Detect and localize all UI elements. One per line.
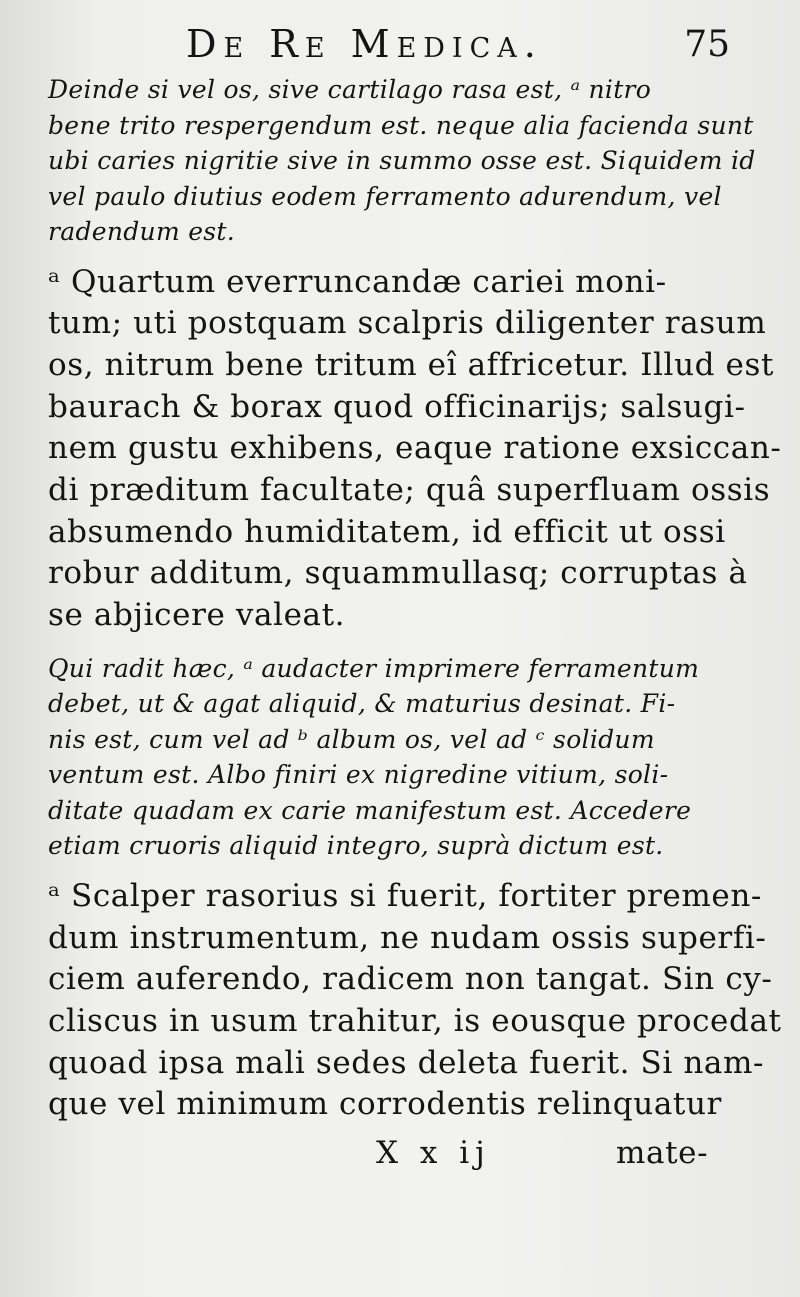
text-line: quoad ipsa mali sedes deleta fuerit. Si nam-: [48, 1044, 765, 1081]
text-line: tum; uti postquam scalpris diligenter rasum: [48, 305, 767, 342]
text-line: ᵃ Scalper rasorius si fuerit, fortiter premen-: [48, 877, 762, 914]
signature-mark: X x ij: [376, 1135, 491, 1171]
text-line: vel paulo diutius eodem ferramento adurendum, vel: [48, 181, 722, 211]
text-line: absumendo humiditatem, id efficit ut ossi: [48, 513, 726, 550]
catchword: mate-: [616, 1135, 709, 1171]
paragraph-4: [48, 876, 782, 1126]
text-line: radendum est.: [48, 217, 236, 246]
page-number: 75: [684, 24, 730, 65]
paragraph-3: [48, 651, 713, 864]
text-line: nis est, cum vel ad ᵇ album os, vel ad ᶜ solidum: [48, 724, 655, 754]
text-line: baurach & borax quod officinarijs; salsugi-: [48, 388, 746, 425]
paragraph-1: [48, 72, 756, 250]
text-line: etiam cruoris aliquid integro, suprà dictum est.: [48, 831, 664, 861]
page-header: [50, 18, 730, 64]
text-line: cliscus in usum trahitur, is eousque procedat: [48, 1002, 782, 1039]
text-line: Deinde si vel os, sive cartilago rasa est, ᵃ nitro: [48, 75, 652, 104]
text-line: que vel minimum corrodentis relinquatur: [48, 1086, 722, 1123]
running-head: De Re Medica.: [186, 22, 543, 66]
text-line: Qui radit hæc, ᵃ audacter imprimere ferramentum: [48, 653, 700, 683]
text-line: ubi caries nigritie sive in summo osse est. Siquidem id: [48, 146, 756, 175]
text-line: ditate quadam ex carie manifestum est. Accedere: [48, 795, 692, 825]
text-line: ciem auferendo, radicem non tangat. Sin cy-: [48, 961, 773, 998]
text-line: os, nitrum bene tritum eî affricetur. Illud est: [48, 346, 775, 383]
text-line: di præditum facultate; quâ superfluam ossis: [48, 472, 771, 509]
text-line: dum instrumentum, ne nudam ossis superfi-: [48, 919, 767, 956]
page-body: [48, 72, 782, 1126]
text-line: bene trito respergendum est. neque alia facienda sunt: [48, 110, 754, 140]
text-line: se abjicere valeat.: [48, 597, 346, 634]
text-line: nem gustu exhibens, eaque ratione exsiccan-: [48, 430, 782, 467]
text-line: ᵃ Quartum everruncandæ cariei moni-: [48, 263, 667, 300]
text-line: debet, ut & agat aliquid, & maturius desinat. Fi-: [48, 689, 676, 719]
paragraph-2: [48, 262, 782, 637]
text-line: ventum est. Albo finiri ex nigredine vitium, soli-: [48, 760, 669, 790]
text-line: robur additum, squammullasq; corruptas à: [48, 555, 748, 592]
